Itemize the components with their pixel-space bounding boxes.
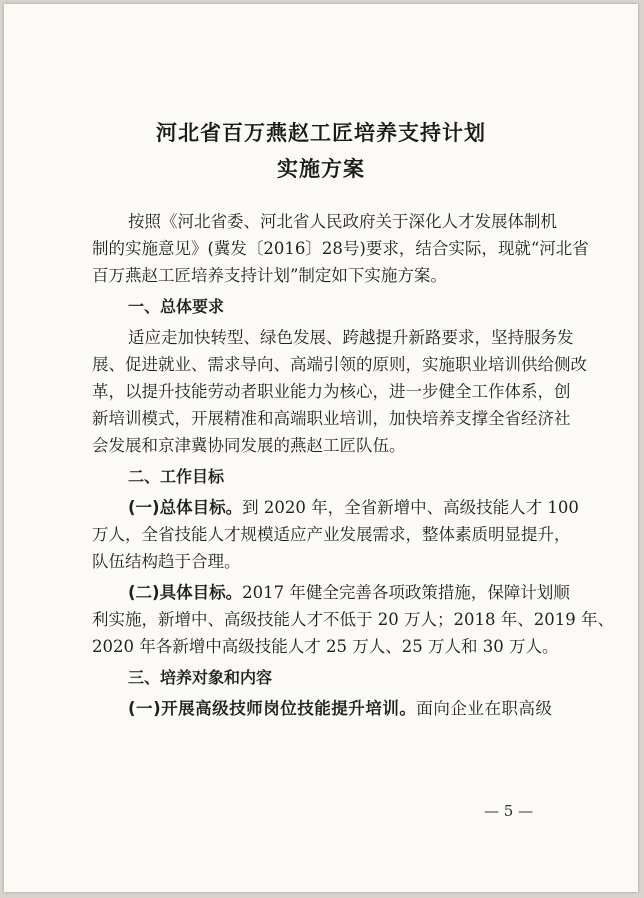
goal-overall-line-1: (一)总体目标。到 2020 年，全省新增中、高级技能人才 100 — [128, 498, 579, 517]
section-heading-targets: 三、培养对象和内容 — [128, 668, 273, 687]
section1-line-3: 革，以提升技能劳动者职业能力为核心，进一步健全工作体系，创 — [92, 382, 571, 401]
document-subtitle: 实施方案 — [277, 157, 365, 181]
intro-line-1: 按照《河北省委、河北省人民政府关于深化人才发展体制机 — [128, 212, 557, 231]
goal-specific-line-1: (二)具体目标。2017 年健全完善各项政策措施，保障计划顺 — [128, 583, 570, 602]
goal-overall-line-2: 万人，全省技能人才规模适应产业发展需求，整体素质明显提升， — [92, 525, 571, 544]
goal-overall-line-3: 队伍结构趋于合理。 — [92, 552, 241, 571]
section3-item1-label: (一)开展高级技师岗位技能提升培训。 — [128, 699, 417, 718]
goal-specific-line-3: 2020 年各新增中高级技能人才 25 万人、25 万人和 30 万人。 — [92, 637, 559, 656]
goal-specific-label: (二)具体目标。 — [128, 583, 243, 602]
goal-overall-label: (一)总体目标。 — [128, 498, 243, 517]
section-heading-general: 一、总体要求 — [128, 297, 225, 316]
section3-line-1: (一)开展高级技师岗位技能提升培训。面向企业在职高级 — [128, 699, 552, 718]
section1-line-1: 适应走加快转型、绿色发展、跨越提升新路要求，坚持服务发 — [128, 328, 574, 347]
section1-line-2: 展、促进就业、需求导向、高端引领的原则，实施职业培训供给侧改 — [92, 355, 587, 374]
document-title: 河北省百万燕赵工匠培养支持计划 — [156, 121, 486, 145]
page-number: — 5 — — [484, 802, 534, 820]
section1-line-5: 会发展和京津冀协同发展的燕赵工匠队伍。 — [92, 436, 406, 455]
section1-line-4: 新培训模式，开展精准和高端职业培训，加快培养支撑全省经济社 — [92, 409, 571, 428]
intro-line-2: 制的实施意见》(冀发〔2016〕28号)要求，结合实际，现就“河北省 — [92, 239, 589, 258]
document-page — [4, 4, 638, 892]
intro-line-3: 百万燕赵工匠培养支持计划”制定如下实施方案。 — [92, 266, 447, 285]
goal-specific-line-2: 利实施，新增中、高级技能人才不低于 20 万人；2018 年、2019 年、 — [92, 610, 614, 629]
section-heading-goals: 二、工作目标 — [128, 467, 225, 486]
